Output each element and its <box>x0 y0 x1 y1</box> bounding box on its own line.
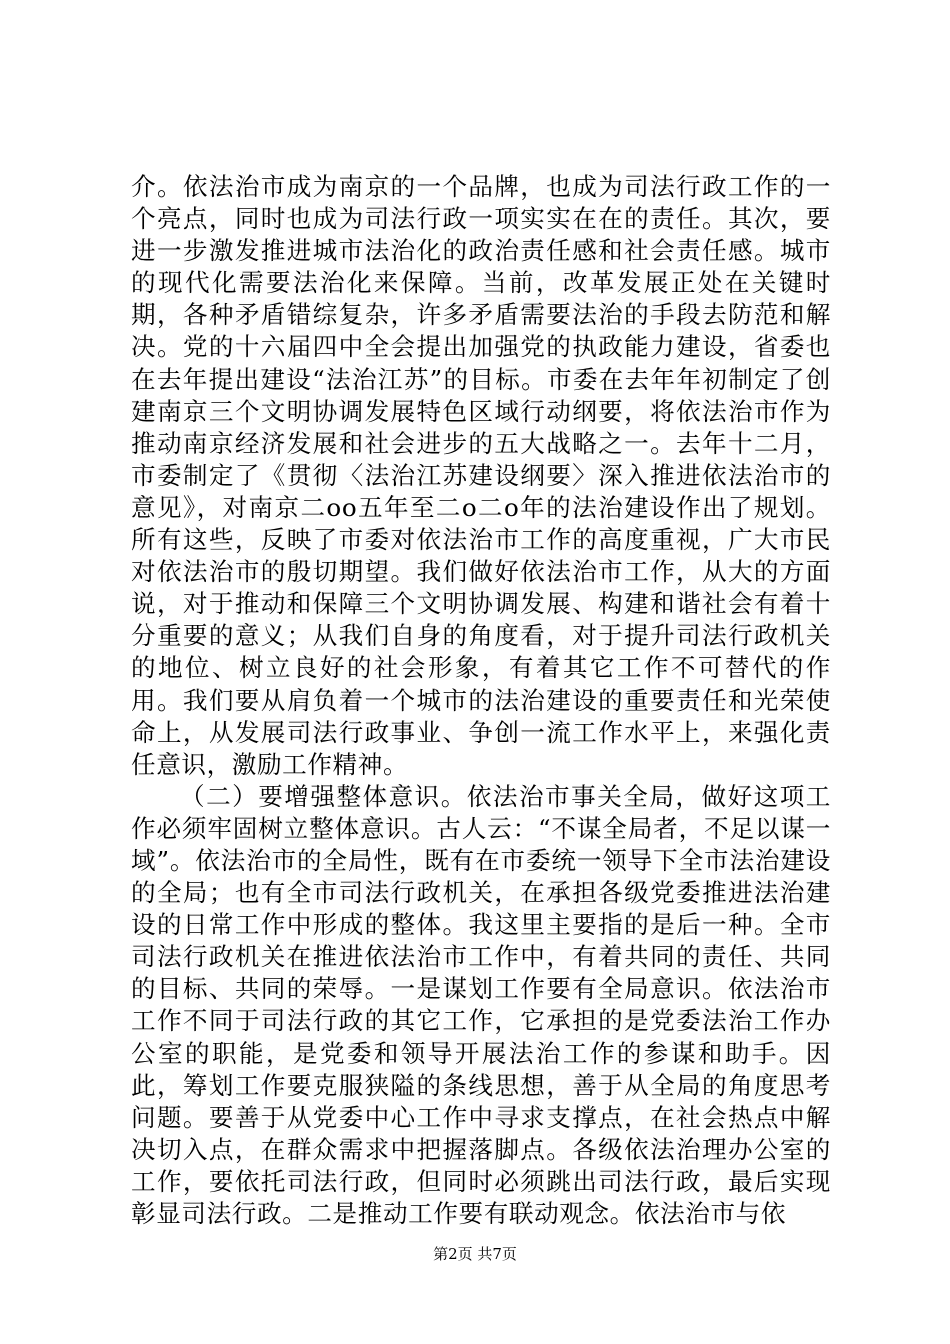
page-footer <box>0 1244 950 1264</box>
document-body <box>131 171 831 1230</box>
page-number-label: 第2页 共7页 <box>433 1245 517 1263</box>
body-paragraph-2: （二）要增强整体意识。依法治市事关全局，做好这项工作必须牢固树立整体意识。古人云：“不谋全局者，不足以谋一域”。依法治市的全局性，既有在市委统一领导下全市法治建设的全局；也有全市司法行政机关，在承担各级党委推进法治建设的日常工作中形成的整体。我这里主要指的是后一种。全市司法行政机关在推进依法治市工作中，有着共同的责任、共同的目标、共同的荣辱。一是谋划工作要有全局意识。依法治市工作不同于司法行政的其它工作，它承担的是党委法治工作办公室的职能，是党委和领导开展法治工作的参谋和助手。因此，筹划工作要克服狭隘的条线思想，善于从全局的角度思考问题。要善于从党委中心工作中寻求支撑点，在社会热点中解决切入点，在群众需求中把握落脚点。各级依法治理办公室的工作，要依托司法行政，但同时必须跳出司法行政，最后实现彰显司法行政。二是推动工作要有联动观念。依法治市与依 <box>131 781 831 1228</box>
body-paragraph-1: 介。依法治市成为南京的一个品牌，也成为司法行政工作的一个亮点，同时也成为司法行政一项实实在在的责任。其次，要进一步激发推进城市法治化的政治责任感和社会责任感。城市的现代化需要法治化来保障。当前，改革发展正处在关键时期，各种矛盾错综复杂，许多矛盾需要法治的手段去防范和解决。党的十六届四中全会提出加强党的执政能力建设，省委也在去年提出建设“法治江苏”的目标。市委在去年年初制定了创建南京三个文明协调发展特色区域行动纲要，将依法治市作为推动南京经济发展和社会进步的五大战略之一。去年十二月，市委制定了《贯彻〈法治江苏建设纲要〉深入推进依法治市的意见》，对南京二oo五年至二o二o年的法治建设作出了规划。所有这些，反映了市委对依法治市工作的高度重视，广大市民对依法治市的殷切期望。我们做好依法治市工作，从大的方面说，对于推动和保障三个文明协调发展、构建和谐社会有着十分重要的意义；从我们自身的角度看，对于提升司法行政机关的地位、树立良好的社会形象，有着其它工作不可替代的作用。我们要从肩负着一个城市的法治建设的重要责任和光荣使命上，从发展司法行政事业、争创一流工作水平上，来强化责任意识，激励工作精神。 <box>131 172 831 779</box>
